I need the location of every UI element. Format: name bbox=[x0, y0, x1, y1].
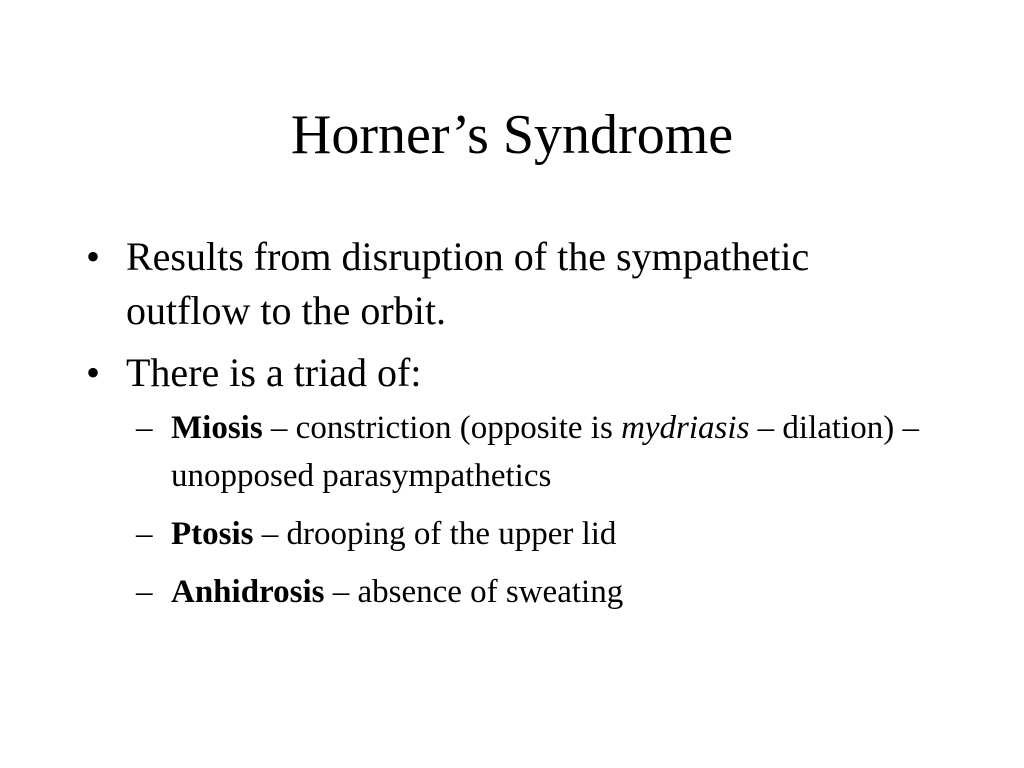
slide-title: Horner’s Syndrome bbox=[290, 104, 734, 166]
sub-bullet-text: – absence of sweating bbox=[324, 574, 624, 610]
sub-bullet-text: – dilation) – unopposed parasympathetics bbox=[171, 410, 919, 494]
sub-bullet-text: – drooping of the upper lid bbox=[253, 516, 617, 552]
sub-bullet-anhidrosis bbox=[0, 568, 931, 616]
bullet-text: Results from disruption of the sympathetic outflow to the orbit. bbox=[126, 234, 810, 333]
sub-bullet-marker: – bbox=[136, 410, 153, 446]
bullet-list bbox=[0, 230, 1024, 616]
term-miosis: Miosis bbox=[171, 410, 263, 446]
term-anhidrosis: Anhidrosis bbox=[171, 574, 325, 610]
bullet-item bbox=[0, 230, 926, 338]
sub-bullet-ptosis bbox=[0, 510, 931, 558]
bullet-marker: • bbox=[86, 234, 101, 279]
bullet-marker: • bbox=[86, 350, 101, 395]
sub-bullet-miosis bbox=[0, 404, 931, 500]
term-ptosis: Ptosis bbox=[171, 516, 254, 552]
sub-bullet-marker: – bbox=[136, 574, 153, 610]
bullet-item bbox=[0, 346, 926, 400]
bullet-text: There is a triad of: bbox=[126, 350, 422, 395]
term-mydriasis: mydriasis bbox=[621, 410, 750, 446]
sub-bullet-marker: – bbox=[136, 516, 153, 552]
sub-bullet-text: – constriction (opposite is bbox=[262, 410, 622, 446]
